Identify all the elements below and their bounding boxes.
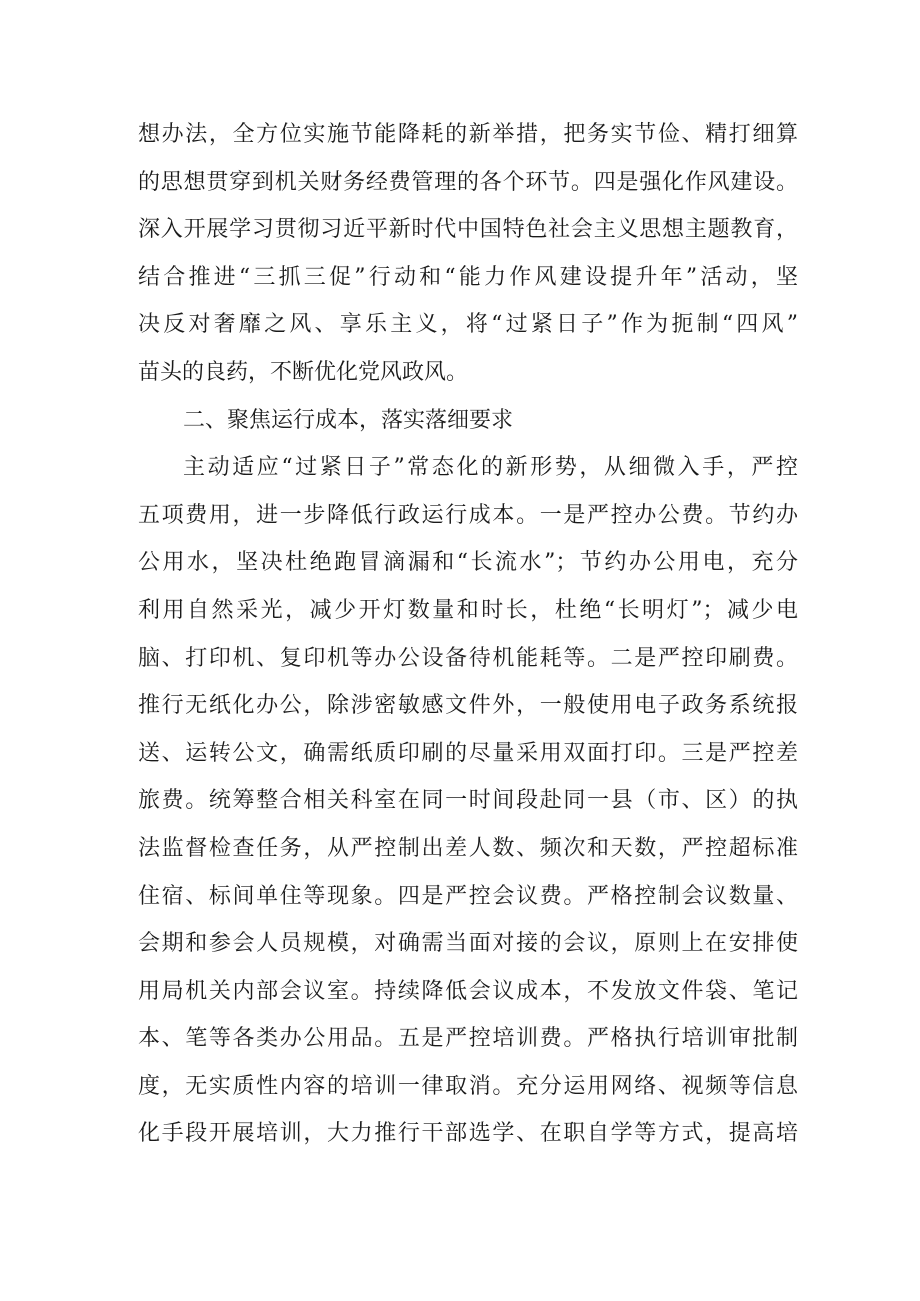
text-line: 公用水，坚决杜绝跑冒滴漏和“长流水”；节约办公用电，充分 bbox=[138, 550, 798, 576]
text-line: 深入开展学习贯彻习近平新时代中国特色社会主义思想主题教育， bbox=[138, 217, 798, 243]
text-line: 苗头的良药，不断优化党风政风。 bbox=[138, 359, 469, 385]
text-line: 化手段开展培训，大力推行干部选学、在职自学等方式，提高培 bbox=[138, 1121, 798, 1147]
text-line: 推行无纸化办公，除涉密敏感文件外，一般使用电子政务系统报 bbox=[138, 693, 798, 719]
text-line: 用局机关内部会议室。持续降低会议成本，不发放文件袋、笔记 bbox=[138, 978, 798, 1004]
text-line: 住宿、标间单住等现象。四是严控会议费。严格控制会议数量、 bbox=[138, 883, 798, 909]
text-line: 本、笔等各类办公用品。五是严控培训费。严格执行培训审批制 bbox=[138, 1026, 798, 1052]
text-line: 法监督检查任务，从严控制出差人数、频次和天数，严控超标准 bbox=[138, 835, 798, 861]
text-line: 主动适应“过紧日子”常态化的新形势，从细微入手，严控 bbox=[183, 455, 798, 481]
text-line: 的思想贯穿到机关财务经费管理的各个环节。四是强化作风建设。 bbox=[138, 169, 798, 195]
text-line: 脑、打印机、复印机等办公设备待机能耗等。二是严控印刷费。 bbox=[138, 645, 798, 671]
section-heading: 二、聚焦运行成本，落实落细要求 bbox=[183, 407, 514, 433]
text-line: 五项费用，进一步降低行政运行成本。一是严控办公费。节约办 bbox=[138, 502, 798, 528]
text-line: 结合推进“三抓三促”行动和“能力作风建设提升年”活动，坚 bbox=[138, 264, 798, 290]
document-body bbox=[138, 111, 798, 1158]
text-line: 决反对奢靡之风、享乐主义，将“过紧日子”作为扼制“四风” bbox=[138, 312, 798, 338]
text-line: 想办法，全方位实施节能降耗的新举措，把务实节俭、精打细算 bbox=[138, 122, 798, 147]
text-line: 旅费。统筹整合相关科室在同一时间段赴同一县（市、区）的执 bbox=[138, 788, 798, 814]
text-line: 度，无实质性内容的培训一律取消。充分运用网络、视频等信息 bbox=[138, 1073, 798, 1099]
text-line: 送、运转公文，确需纸质印刷的尽量采用双面打印。三是严控差 bbox=[138, 740, 798, 766]
text-line: 会期和参会人员规模，对确需当面对接的会议，原则上在安排使 bbox=[138, 931, 798, 957]
text-line: 利用自然采光，减少开灯数量和时长，杜绝“长明灯”；减少电 bbox=[138, 597, 798, 623]
